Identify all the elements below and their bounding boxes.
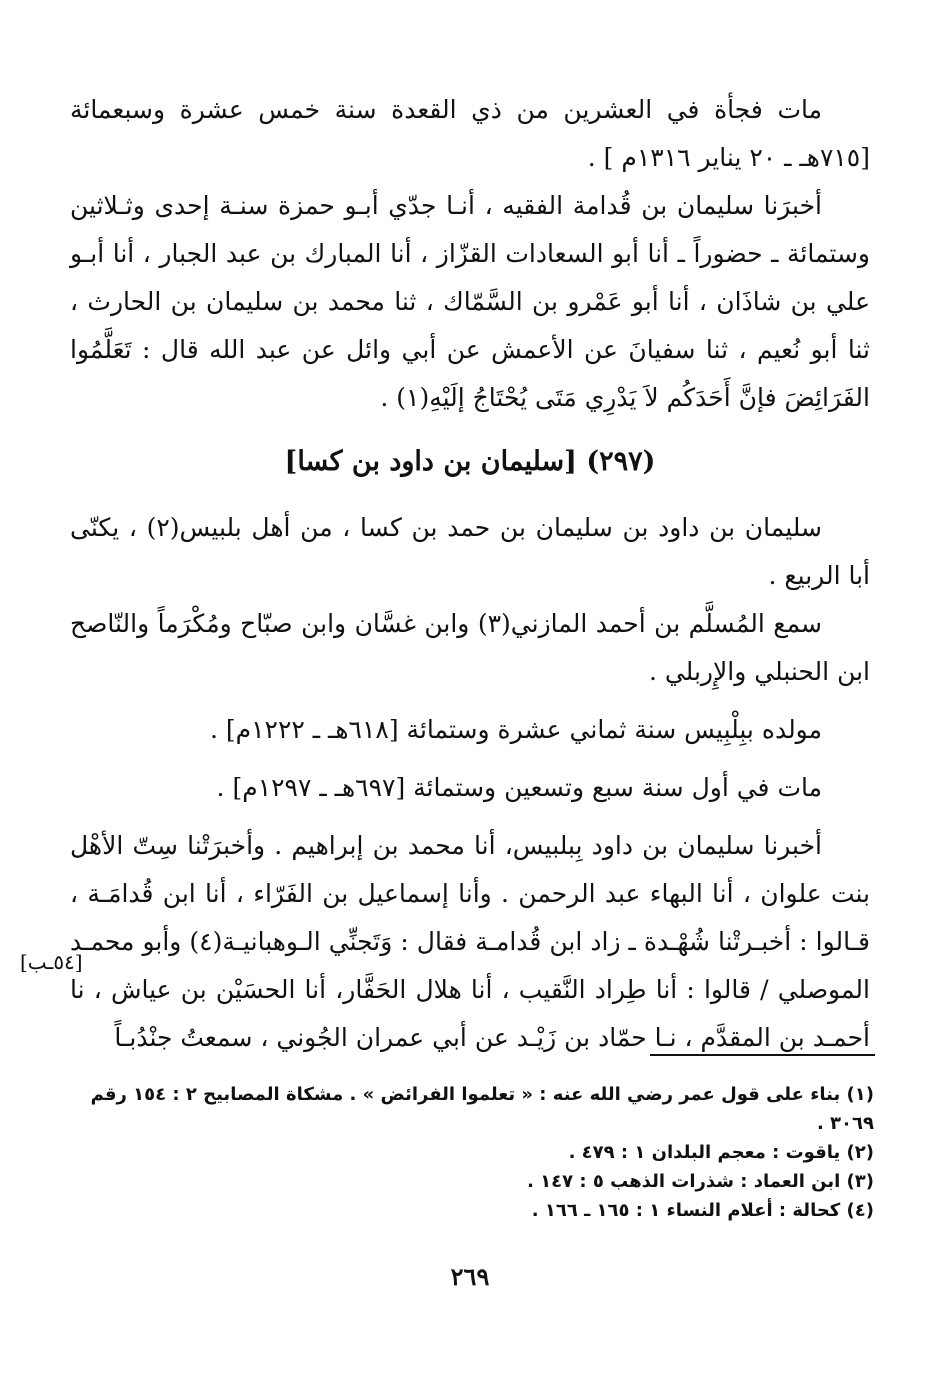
footnotes — [74, 1080, 874, 1225]
entry-heading: (٢٩٧) [سليمان بن داود بن كسا] — [284, 446, 656, 477]
footnote-divider — [650, 1054, 875, 1056]
paragraph-teachers: سمع المُسلَّم بن أحمد المازني(٣) وابن غسَّان وابن صبّاح ومُكْرَماً والنّاصح ابن الحنبلي والإِربلي . — [70, 609, 870, 686]
main-text — [70, 86, 870, 1062]
footnote-2: (٢) ياقوت : معجم البلدان ١ : ٤٧٩ . — [568, 1142, 874, 1163]
paragraph-isnad-2: أخبرنا سليمان بن داود بِبلبيس، أنا محمد بن إبراهيم . وأخبرَتْنا سِتّ الأهْل بنت علوان ، أنا البهاء عبد الرحمن . وأنا إسماعيل بن الفَرّاء ، أنا ابن قُدامَـة ، قـالوا : أخبـرتْنا شُهْـدة ـ زاد ابن قُدامـة فقال : وَتَجنِّي الـوهبانيـة(٤) وأبو محمـد الموصلي / قالوا : أنا طِراد النَّقيب ، أنا هلال الحَفَّار، أنا الحسَيْن بن عياش ، نا أحمـد بن المقدَّم ، نـا حمّاد بن زَيْـد عن أبي عمران الجُوني ، سمعتُ جنْدُبـاً — [70, 831, 871, 1052]
manuscript-folio-note: [٥٤ـب] — [20, 950, 83, 974]
footnote-1: (١) بناء على قول عمر رضي الله عنه : « تعلموا الفرائض » . مشكاة المصابيح ٢ : ١٥٤ رقم ٣٠٦٩ . — [90, 1084, 874, 1134]
footnote-4: (٤) كحالة : أعلام النساء ١ : ١٦٥ ـ ١٦٦ . — [531, 1200, 874, 1221]
paragraph-death: مات في أول سنة سبع وتسعين وستمائة [٦٩٧هـ ـ ١٢٩٧م] . — [216, 773, 822, 802]
footnote-3: (٣) ابن العماد : شذرات الذهب ٥ : ١٤٧ . — [527, 1171, 874, 1192]
paragraph-name-lineage: سليمان بن داود بن سليمان بن حمد بن كسا ، من أهل بلبيس(٢) ، يكنّى أبا الربيع . — [70, 513, 870, 590]
paragraph-death-date: مات فجأة في العشرين من ذي القعدة سنة خمس عشرة وسبعمائة [٧١٥هـ ـ ٢٠ يناير ١٣١٦م ] . — [70, 95, 870, 172]
paragraph-isnad-hadith: أخبرَنا سليمان بن قُدامة الفقيه ، أنـا جدّي أبـو حمزة سنـة إحدى وثـلاثين وستمائة ـ حضوراً ـ أنا أبو السعادات القزّاز ، أنا المبارك بن عبد الجبار ، أنا أبـو علي بن شاذَان ، أنا أبو عَمْرو بن السَّمّاك ، ثنا محمد بن سليمان بن الحارث ، ثنا أبو نُعيم ، ثنا سفيانَ عن الأعمش عن أبي وائل عن عبد الله قال : تَعَلَّمُوا الفَرَائِضَ فإنَّ أَحَدَكُم لاَ يَدْرِي مَتَى يُحْتَاجُ إلَيْهِ(١) . — [70, 191, 870, 412]
paragraph-birth: مولده ببِلْبِيس سنة ثماني عشرة وستمائة [٦١٨هـ ـ ١٢٢٢م] . — [209, 715, 822, 744]
page-number: ٢٦٩ — [450, 1262, 490, 1291]
